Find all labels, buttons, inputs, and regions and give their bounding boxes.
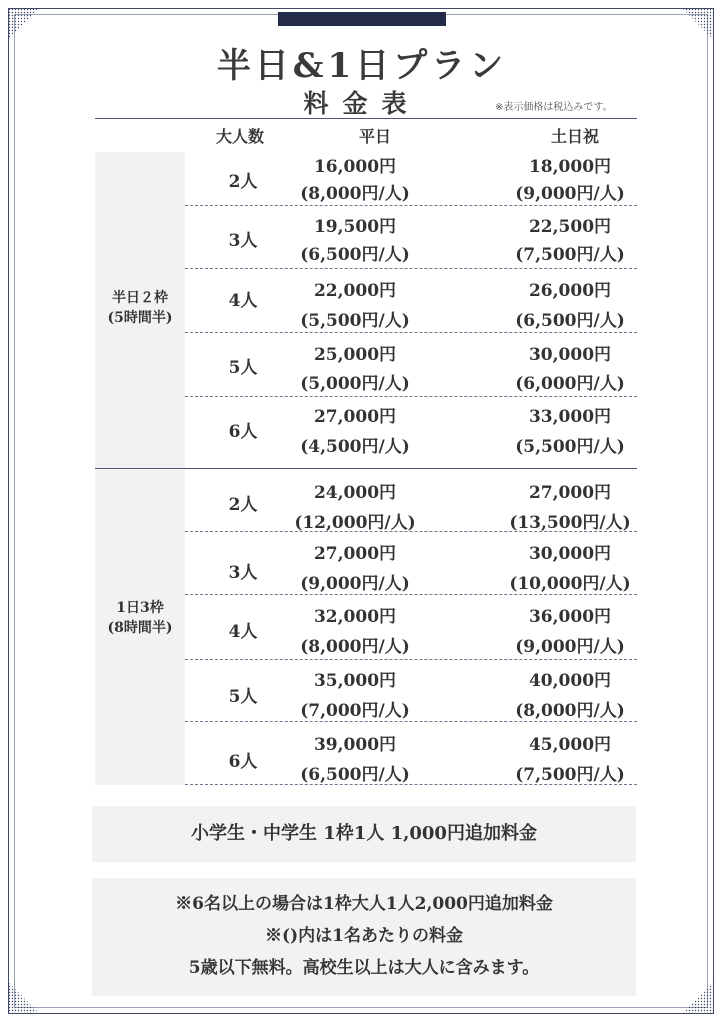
table-row	[185, 532, 637, 595]
weekend-per-person: (7,500円/人)	[515, 765, 625, 785]
page-title: 半日&1日プラン	[216, 46, 508, 86]
table-row	[185, 722, 637, 785]
weekday-price: 24,000円	[313, 483, 397, 503]
top-accent-bar	[278, 12, 446, 26]
weekend-price: 33,000円	[528, 407, 612, 427]
weekend-per-person: (9,000円/人)	[515, 184, 625, 204]
weekday-per-person: (4,500円/人)	[300, 437, 410, 457]
note-extra-fee: ※6名以上の場合は1枠大人1人2,000円追加料金	[175, 894, 553, 914]
weekend-per-person: (10,000円/人)	[509, 574, 631, 594]
weekend-price: 30,000円	[528, 345, 612, 365]
table-row	[185, 595, 637, 660]
weekend-per-person: (6,000円/人)	[515, 374, 625, 394]
corner-pattern-bottom-left	[8, 982, 40, 1014]
weekday-price: 32,000円	[313, 607, 397, 627]
weekend-price: 45,000円	[528, 735, 612, 755]
weekend-per-person: (13,500円/人)	[509, 513, 631, 533]
table-row	[185, 269, 637, 333]
page-subtitle: 料金表	[303, 89, 421, 118]
adult-count: 3人	[228, 231, 258, 251]
weekend-price: 18,000円	[528, 157, 612, 177]
adult-count: 2人	[228, 495, 258, 515]
table-row	[185, 333, 637, 397]
adult-count: 3人	[228, 563, 258, 583]
note-free-children: 5歳以下無料。高校生以上は大人に含みます。	[188, 958, 540, 978]
weekday-per-person: (6,500円/人)	[300, 765, 410, 785]
weekend-price: 30,000円	[528, 544, 612, 564]
weekday-price: 16,000円	[313, 157, 397, 177]
adult-count: 5人	[228, 687, 258, 707]
weekend-per-person: (7,500円/人)	[515, 245, 625, 265]
notes-box	[92, 878, 636, 996]
table-row	[185, 206, 637, 269]
weekday-per-person: (5,000円/人)	[300, 374, 410, 394]
column-header-count: 大人数	[215, 127, 264, 146]
adult-count: 6人	[228, 752, 258, 772]
weekend-price: 22,500円	[528, 217, 612, 237]
weekday-per-person: (9,000円/人)	[300, 574, 410, 594]
table-top-rule	[95, 118, 637, 119]
weekday-per-person: (5,500円/人)	[300, 311, 410, 331]
band-divider	[95, 468, 637, 469]
weekday-price: 25,000円	[313, 345, 397, 365]
adult-count: 4人	[228, 622, 258, 642]
corner-pattern-top-left	[8, 8, 40, 40]
table-row	[185, 397, 637, 467]
adult-count: 4人	[228, 291, 258, 311]
weekend-per-person: (9,000円/人)	[515, 637, 625, 657]
weekday-price: 39,000円	[313, 735, 397, 755]
weekday-per-person: (8,000円/人)	[300, 637, 410, 657]
weekend-price: 40,000円	[528, 671, 612, 691]
weekday-price: 27,000円	[313, 544, 397, 564]
adult-count: 6人	[228, 422, 258, 442]
weekend-price: 26,000円	[528, 281, 612, 301]
weekend-per-person: (5,500円/人)	[515, 437, 625, 457]
table-row	[185, 660, 637, 722]
row-divider	[185, 784, 637, 785]
table-row	[185, 470, 637, 532]
weekday-price: 22,000円	[313, 281, 397, 301]
adult-count: 2人	[228, 172, 258, 192]
weekend-price: 36,000円	[528, 607, 612, 627]
tax-note: ※表示価格は税込みです。	[495, 102, 613, 113]
weekday-per-person: (6,500円/人)	[300, 245, 410, 265]
weekend-per-person: (6,500円/人)	[515, 311, 625, 331]
column-header-weekday: 平日	[358, 127, 391, 146]
corner-pattern-top-right	[682, 8, 714, 40]
weekday-price: 27,000円	[313, 407, 397, 427]
weekday-price: 35,000円	[313, 671, 397, 691]
corner-pattern-bottom-right	[682, 982, 714, 1014]
band-half-day-label: 半日２枠 (5時間半)	[107, 290, 173, 326]
weekday-per-person: (7,000円/人)	[300, 701, 410, 721]
column-header-weekend: 土日祝	[550, 127, 599, 146]
band-full-day-label: 1日3枠 (8時間半)	[107, 600, 173, 636]
weekday-price: 19,500円	[313, 217, 397, 237]
weekend-per-person: (8,000円/人)	[515, 701, 625, 721]
weekday-per-person: (12,000円/人)	[294, 513, 416, 533]
note-per-person: ※()内は1名あたりの料金	[265, 926, 463, 946]
student-fee-note: 小学生・中学生 1枠1人 1,000円追加料金	[92, 806, 636, 862]
table-row	[185, 152, 637, 206]
adult-count: 5人	[228, 358, 258, 378]
weekend-price: 27,000円	[528, 483, 612, 503]
weekday-per-person: (8,000円/人)	[300, 184, 410, 204]
